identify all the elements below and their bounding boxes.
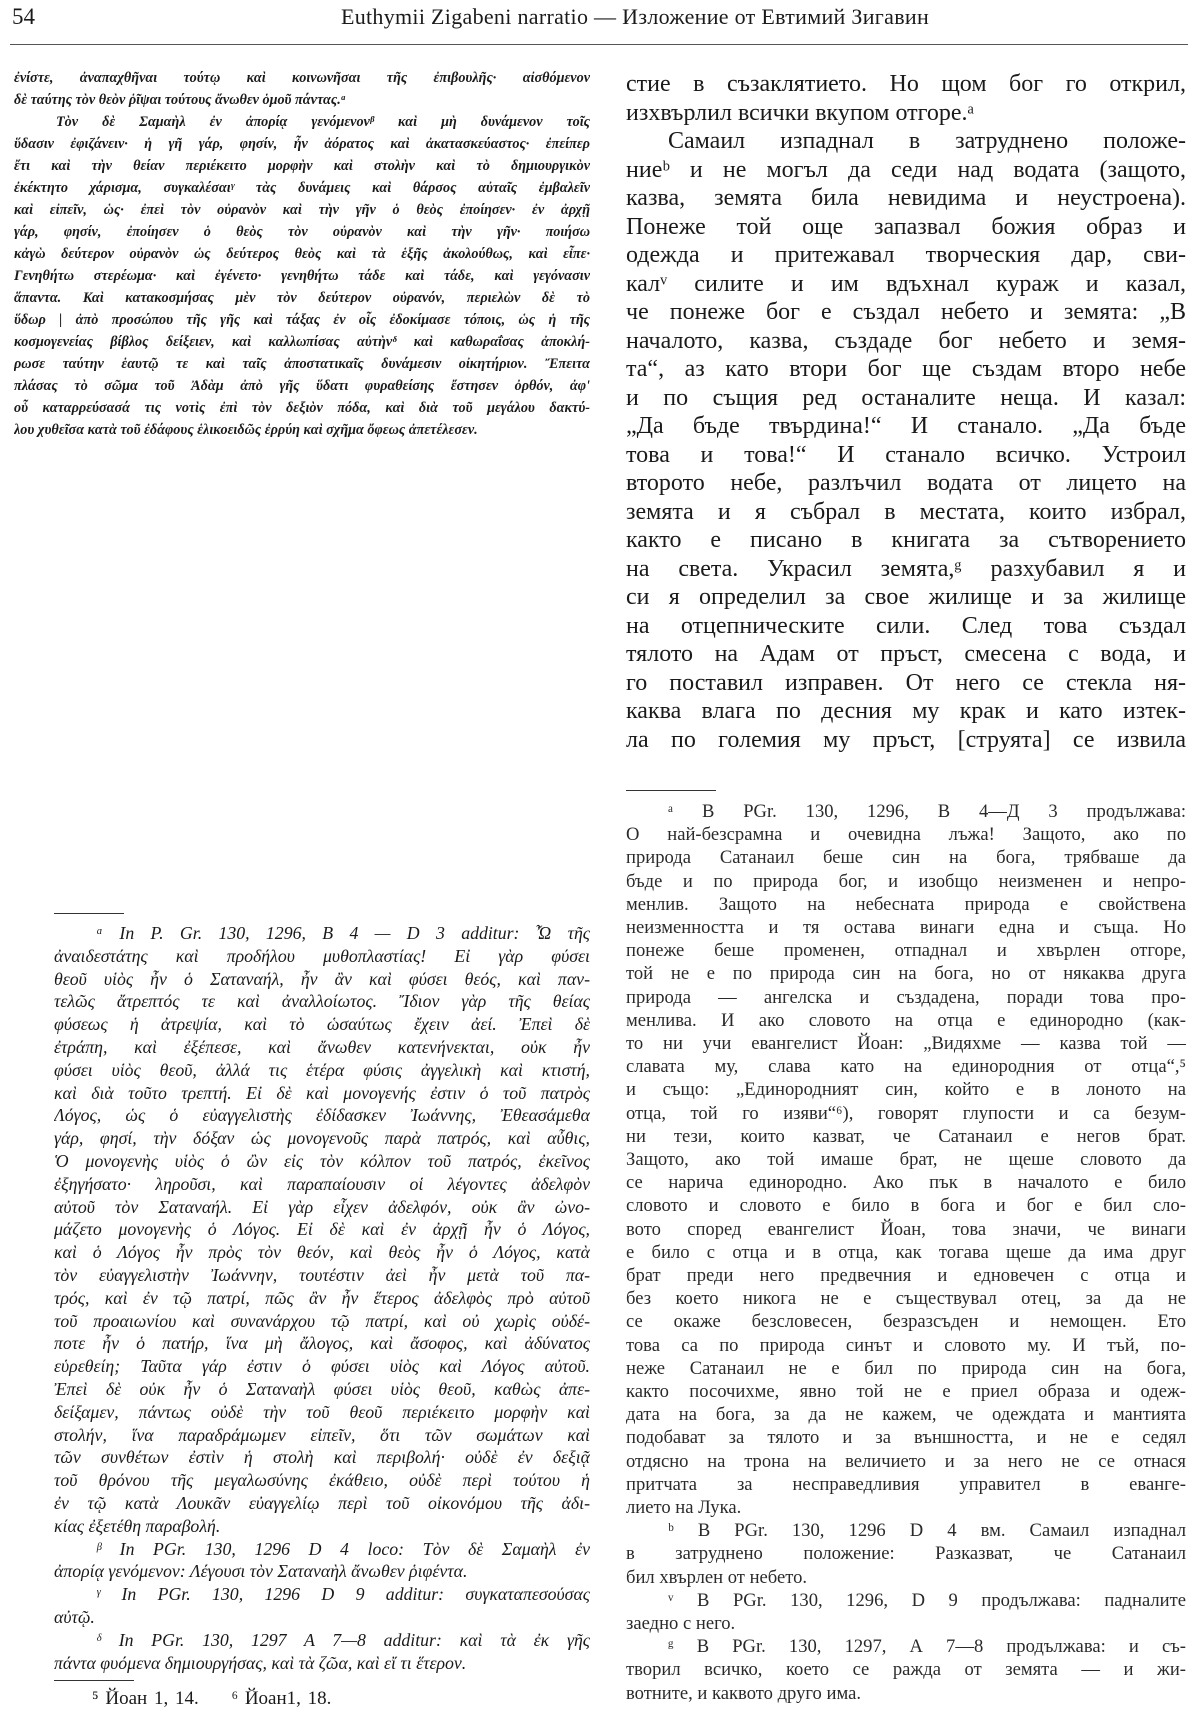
text-line: ᵇ В PGr. 130, 1296 D 4 вм. Самаил изпаднал [668,1520,1186,1542]
text-line: словото и словото е било в бога и бог е бил сло- [626,1195,1186,1217]
text-line: γάρ, φησίν, ἐποίησεν ὁ θεὸς τὸν οὐρανὸν καὶ τὴν γῆν· ποιήσω [14,224,590,240]
text-line: отдясно на трона на величието и за него не се отнася [626,1450,1186,1472]
text-line: ни тези, които казват, че Сатанаил е негов брат. [626,1125,1186,1147]
text-line: καὶ διὰ τοῦτο τρεπτή. Εἰ δὲ καὶ μονογενής ἐστιν ὁ τοῦ πατρὸς [54,1082,590,1103]
text-line: ἀναιδεστάτης καὶ προδήλου μυθοπλαστίας! Εἰ γὰρ φύσει [54,945,590,966]
text-line: неизменността и тя остава винаги една и съща. Но [626,917,1186,938]
text-line: притчата за несправедливия управител в еванге- [626,1473,1186,1495]
text-line: се нарича единородно. Ако пък в началото е било [626,1172,1186,1194]
text-line: вото според евангелист Йоан, това значи, че винаги [626,1218,1186,1240]
text-line: на света. Украсил земята,ᵍ разхубавил я и [626,555,1186,582]
text-line: си я определил за свое жилище и за жилище [626,584,1186,610]
text-line: природа Сатанаил беше син на бога, трябваше да [626,847,1186,869]
text-line: та“, аз като втори бог ще създам второ небе [626,356,1186,382]
reference-5: ⁵ Йоан 1, 14. [92,1688,199,1709]
text-line: τῶν συνθέτων ἐστὶν ἡ στολὴ καὶ περιβολή· οὐδὲ ἐν δεξιᾷ [54,1447,590,1468]
text-line: θεοῦ υἱὸς ἦν ὁ Σαταναήλ, ἦν ἂν καὶ φύσει θεός, καὶ παν- [54,968,590,989]
text-line: τοῦ προαιωνίου καὶ συνανάρχου τῷ πατρί, καὶ οὐ χωρὶς οὐδέ- [54,1310,590,1331]
text-line: ла по големия му пръст, [струята] се извила [626,726,1186,753]
text-line: лието на Лука. [626,1497,742,1518]
text-line: че понеже бог е създал небето и земята: „В [626,299,1186,325]
text-line: началото, казва, създаде бог небето и земя- [626,327,1186,354]
text-line: λου χυθεῖσα κατὰ τοῦ ἐδάφους ἑλικοειδῶς ἐρρύη καὶ σχῆμα ὄφεως ἀπετέλεσεν. [14,422,478,438]
text-line: това и това!“ И станало всичко. Устроил [626,441,1186,468]
reference-6: ⁶ Йоан1, 18. [231,1688,332,1709]
text-line: φύσει υἱὸς θεοῦ, ἀλλά τις ἑτέρα φύσις ἀγγελικὴ καὶ κτιστή, [54,1059,590,1080]
text-line: ἐκέκτητο χάρισμα, συγκαλέσαιᵞ τὰς δυνάμεις καὶ θάρσος αὐταῖς ἐμβαλεῖν [14,180,590,196]
text-line: това са по природа синът и словото му. И тъй, по- [626,1334,1186,1356]
text-line: както посочихме, явно той не е приел образа и одеж- [626,1381,1186,1402]
text-line: Λόγος, ὡς ὁ εὐαγγελιστὴς ἐδίδασκεν Ἰωάννης, Ἐθεασάμεθα [54,1105,590,1126]
text-line: ἔτι καὶ τὴν θείαν περιέκειτο μορφὴν καὶ στολὴν καὶ τὸ δημιουργικὸν [14,158,590,174]
text-line: ἐτράπη, καὶ ἐξέπεσε, καὶ ἄνωθεν κατενήνεκται, οὐκ ἦν [54,1037,590,1057]
text-line: ἐν τῷ κατὰ Λουκᾶν εὐαγγελίῳ περὶ τοῦ οἰκονόμου τῆς ἀδι- [54,1493,590,1513]
text-line: Γενηθήτω στερέωμα· καὶ ἐγένετο· γενηθήτω τάδε καὶ τάδε, καὶ γεγόνασιν [14,268,590,284]
text-line: заедно с него. [626,1613,736,1634]
text-line: той не е по природа син на бога, но от някаква друга [626,963,1186,985]
scripture-references [92,1688,357,1710]
text-line: ποτε ἦν ὁ πατήρ, ἵνα μὴ ἄλογος, καὶ ἄσοφος, καὶ ἀδύνατος [54,1333,590,1354]
text-line: неже Сатанаил не е бил по природа син на бога, [626,1357,1186,1379]
text-line: земята и я събрал в местата, които избрал, [626,498,1186,525]
footnote-rule-left [54,913,124,914]
text-line: κοσμογενείας βίβλος δείξειεν, καὶ καλλωπίσας αὐτὴνᵟ καὶ καθωραΐσας ἀποκλή- [14,334,590,350]
text-line: φύσεως ἡ ἀτρεψία, καὶ τὸ ὡσαύτως ἔχειν ἀεί. Ἐπεὶ δὲ [54,1014,590,1035]
text-line: творил всичко, което се ражда от земята — и жи- [626,1659,1186,1681]
reference-rule [54,1680,134,1681]
text-line: каква влага по десния му крак и като изтек- [626,698,1186,724]
text-line: понеже беше променен, отпаднал и хвърлен отгоре, [626,940,1186,962]
text-line: стие в съзаклятието. Но щом бог го открил, [626,71,1186,97]
text-line: е било с отца и в отца, как тогава щеше да има друг [626,1241,1186,1263]
page-number: 54 [12,4,35,29]
text-line: вотните, и каквото друго има. [626,1682,861,1704]
text-line: ᵟ In PGr. 130, 1297 A 7—8 additur: καὶ τὰ ἐκ γῆς [96,1629,590,1650]
text-line: ὕδωρ | ἀπὸ προσώπου τῆς γῆς καὶ τάξας ἐν οἷς ἐδοκίμασε τόποις, ὡς ἡ τῆς [14,312,590,328]
text-line: δὲ ταύτης τὸν θεὸν ῥῖψαι τούτους ἄνωθεν ὁμοῦ πάντας.ᵅ [14,92,346,108]
text-line: Ἐπεὶ δὲ οὐκ ἦν ὁ Σαταναὴλ φύσει υἱὸς θεοῦ, καθὼς ἀπε- [54,1379,590,1399]
text-line: τοῦ θρόνου τῆς μεγαλωσύνης ἐκάθειο, οὐδὲ περὶ τούτου ἡ [54,1470,590,1491]
text-line: ἐνίστε, ἀναπαχθῆναι τούτῳ καὶ κοινωνῆσαι τῆς ἐπιβουλῆς· αἰσθόμενον [14,70,590,86]
text-line: бил хвърлен от небето. [626,1566,808,1588]
text-line: бъде и по природа бог, и изобщо неизменен и непро- [626,870,1186,892]
text-line: γάρ, φησί, τὴν δόξαν ὡς μονογενοῦς παρὰ πατρός, καὶ αὖθις, [54,1128,590,1149]
text-line: одежда и притежавал творческия дар, сви- [626,242,1186,268]
text-line: калᵛ силите и им вдъхнал кураж и казал, [626,270,1186,297]
text-line: казва, земята била невидима и неустроена). [626,185,1186,211]
text-line: „Да бъде твърдина!“ И станало. „Да бъде [626,413,1186,439]
text-line: О най-безсрамна и очевидна лъжа! Защото, ако по [626,824,1186,846]
text-line: ἅπαντα. Καὶ κατακοσμήσας μὲν τὸν δεύτερον οὐρανόν, περιελὼν δὲ τὸ [14,290,590,306]
text-line: ᵝ In PGr. 130, 1296 D 4 loco: Τὸν δὲ Σαμαὴλ ἐν [96,1538,590,1559]
text-line: Понеже той още запазвал божия образ и [626,213,1186,240]
text-line: τρός, καὶ ἐν τῷ πατρί, πῶς ἂν ἦν ἕτερος ἀδελφὸς πρὸ αὐτοῦ [54,1287,590,1308]
text-line: Ὁ μονογενὴς υἱὸς ὁ ὢν εἰς τὸν κόλπον τοῦ πατρός, ἐκεῖνος [54,1151,590,1171]
text-line: в затруднено положение: Разказват, че Сатанаил [626,1543,1186,1565]
text-line: ἐξηγήσατο· ληροῦσι, καὶ παραπαίουσιν οἱ λέγοντες ἀδελφὸν [54,1173,590,1194]
text-line: ὕδασιν ἐφιζάνειν· ἡ γῆ γάρ, φησίν, ἦν ἀόρατος καὶ ἀκατασκεύαστος· ἐπείπερ [14,136,590,152]
text-line: както е писано в книгата за сътворението [626,527,1186,553]
text-line: отца, той го изяви“⁶), говорят глупости и са безум- [626,1102,1186,1124]
text-line: изхвърлил всички вкупом отгоре.ᵃ [626,99,975,126]
text-line: καὶ εἰπεῖν, ὡς· ἐπεὶ τὸν οὐρανὸν καὶ τὴν γῆν ὁ θεὸς ἐποίησεν· ἐν ἀρχῇ [14,202,590,218]
text-line: τελῶς ἄτρεπτός τε καὶ ἀναλλοίωτος. Ἴδιον γὰρ τῆς θείας [54,991,590,1012]
text-line: αὐτῷ. [54,1607,95,1627]
text-line: второто небе, разлъчил водата от лицето на [626,470,1186,496]
text-line: κίας ἐξετέθη παραβολή. [54,1515,221,1536]
text-line: τὸν εὐαγγελιστὴν Ἰωάννην, τουτέστιν ἀεὶ ἦν μετὰ τοῦ πα- [54,1265,590,1285]
text-line: ниеᵇ и не могъл да седи над водата (защото, [626,156,1186,183]
text-line: ρωσε ταύτην ἑαυτῷ τε καὶ ταῖς ἀποστατικαῖς δυνάμεσιν οἰκητήριον. Ἔπειτα [14,356,590,372]
header-rule [10,44,1188,45]
text-line: αὐτοῦ τὸν Σαταναήλ. Εἰ γὰρ εἶχεν ἀδελφόν, οὐκ ἂν ὠνο- [54,1196,590,1217]
text-line: πλάσας τὸ σῶμα τοῦ Ἀδὰμ ἀπὸ γῆς ὕδατι φυραθείσης ἔστησεν ὀρθόν, ἀφ' [14,378,590,394]
text-line: Защото, ако той имаше брат, не щеше словото да [626,1149,1186,1170]
text-line: μάζετο μονογενὴς ὁ Λόγος. Εἰ δὲ καὶ ἐν ἀρχῇ ἦν ὁ Λόγος, [54,1219,590,1240]
text-line: ᵃ В PGr. 130, 1296, В 4—Д 3 продължава: [668,801,1186,822]
text-line: ᵅ In P. Gr. 130, 1296, B 4 — D 3 additur: Ὦ τῆς [96,923,590,943]
footnote-rule-right [626,790,716,791]
text-line: καὶ ὁ Λόγος ἦν πρὸς τὸν θεόν, καὶ θεὸς ἦν ὁ Λόγος, κατὰ [54,1242,590,1263]
text-line: οὗ καταρρεύσασά τις νοτὶς ἐπὶ τὸν δεξιὸν πόδα, καὶ διὰ τοῦ μεγάλου δακτύ- [14,400,590,416]
text-line: и също: „Единородният син, който е в лоното на [626,1079,1186,1101]
text-line: ἀπορίᾳ γενόμενον: Λέγουσι τὸν Σαταναὴλ ἄνωθεν ῥιφέντα. [54,1561,468,1582]
text-line: дата на бога, за да не кажем, че одеждата и мантията [626,1404,1186,1426]
text-line: славата му, слава като на единородния от отца“,⁵ [626,1056,1186,1078]
text-line: се окаже безсловесен, безразсъден и немощен. Ето [626,1311,1186,1333]
text-line: πάντα φυόμενα δημιουργήσας, καὶ τὰ ζῶα, καὶ εἴ τι ἕτερον. [54,1652,467,1673]
text-line: на отцепническите сили. След това създал [626,612,1186,639]
text-line: εὑρεθείη; Ταῦτα γάρ ἐστιν ὁ φύσει υἱὸς καὶ Λόγος αὐτοῦ. [54,1356,590,1377]
text-line: тялото на Адам от пръст, смесена с вода, и [626,641,1186,667]
text-line: то ни учи евангелист Йоан: „Видяхме — казва той — [626,1033,1186,1054]
text-line: без което никога не е съществувал отец, за да не [626,1288,1186,1310]
text-line: ᵛ В PGr. 130, 1296, D 9 продължава: падналите [668,1589,1186,1611]
text-line: κἀγὼ δεύτερον οὐρανὸν ὡς δεύτερος θεὸς καὶ τὰ ἑξῆς ἀκολούθως, καὶ εἶπε· [14,246,590,262]
text-line: го поставил изправен. От него се стекла ня- [626,669,1186,696]
text-line: ᵞ In PGr. 130, 1296 D 9 additur: συγκαταπεσούσας [96,1584,590,1605]
text-line: Τὸν δὲ Σαμαὴλ ἐν ἀπορίᾳ γενόμενονᵝ καὶ μὴ δυνάμενον τοῖς [56,114,590,130]
running-title: Euthymii Zigabeni narratio — Изложение от Евтимий Зигавин [340,4,930,29]
text-line: подобават за тялото и за външността, и не е седял [626,1427,1186,1449]
text-line: менлива. И ако словото на отца е единородно (как- [626,1009,1186,1031]
text-line: δείξαμεν, πάντως οὐδὲ τὴν τοῦ θεοῦ περιέκειτο μορφὴν καὶ [54,1401,590,1422]
text-line: менлив. Защото на небесната природа е свойствена [626,893,1186,915]
text-line: брат преди него предвечния и едновечен с отца и [626,1265,1186,1286]
text-line: ᵍ В PGr. 130, 1297, А 7—8 продължава: и съ- [668,1636,1186,1658]
text-line: природа — ангелска и създадена, поради това про- [626,986,1186,1008]
text-line: и по същия ред останалите неща. И казал: [626,384,1186,411]
text-line: στολήν, ἵνα παραδράμωμεν εἰπεῖν, ὅτι τῶν σωμάτων καὶ [54,1424,590,1445]
text-line: Самаил изпаднал в затруднено положе- [668,128,1186,154]
